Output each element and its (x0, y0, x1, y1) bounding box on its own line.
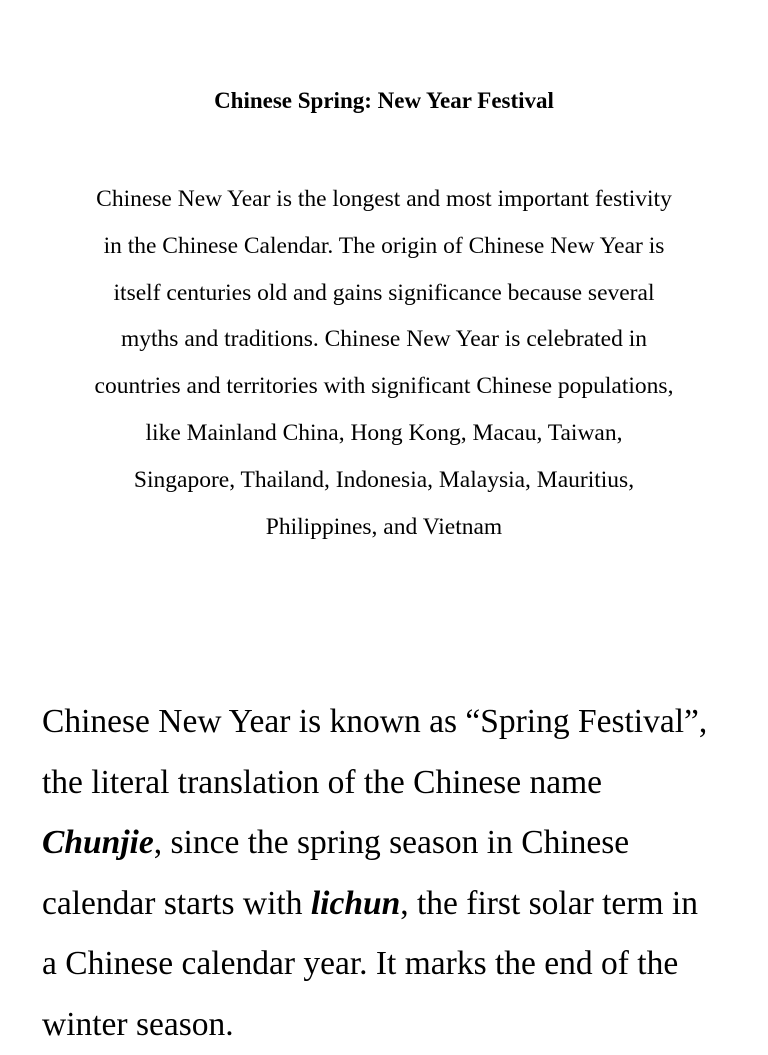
intro-line: countries and territories with significant Chinese populations, (28, 363, 740, 410)
body-text: , the first solar term in (400, 885, 698, 922)
body-text: a Chinese calendar year. It marks the end of the (42, 945, 678, 982)
body-text: winter season. (42, 1006, 234, 1043)
document-title: Chinese Spring: New Year Festival (0, 86, 768, 116)
body-text: Chinese New Year is known as “Spring Festival”, (42, 703, 707, 740)
body-line (42, 692, 762, 753)
intro-line: Chinese New Year is the longest and most important festivity (28, 176, 740, 223)
term-chunjie: Chunjie (42, 824, 154, 861)
intro-line: in the Chinese Calendar. The origin of Chinese New Year is (28, 223, 740, 270)
body-line (42, 753, 762, 814)
body-paragraph (42, 692, 762, 1055)
term-lichun: lichun (311, 885, 400, 922)
intro-line: Singapore, Thailand, Indonesia, Malaysia, Mauritius, (28, 457, 740, 504)
body-line (42, 813, 762, 874)
intro-line: itself centuries old and gains significance because several (28, 270, 740, 317)
intro-paragraph (28, 176, 740, 550)
body-text: calendar starts with (42, 885, 311, 922)
body-line (42, 934, 762, 995)
intro-line: Philippines, and Vietnam (28, 504, 740, 551)
body-line (42, 995, 762, 1055)
body-text: the literal translation of the Chinese name (42, 764, 602, 801)
intro-line: like Mainland China, Hong Kong, Macau, Taiwan, (28, 410, 740, 457)
body-line (42, 874, 762, 935)
intro-line: myths and traditions. Chinese New Year is celebrated in (28, 316, 740, 363)
body-text: , since the spring season in Chinese (154, 824, 629, 861)
